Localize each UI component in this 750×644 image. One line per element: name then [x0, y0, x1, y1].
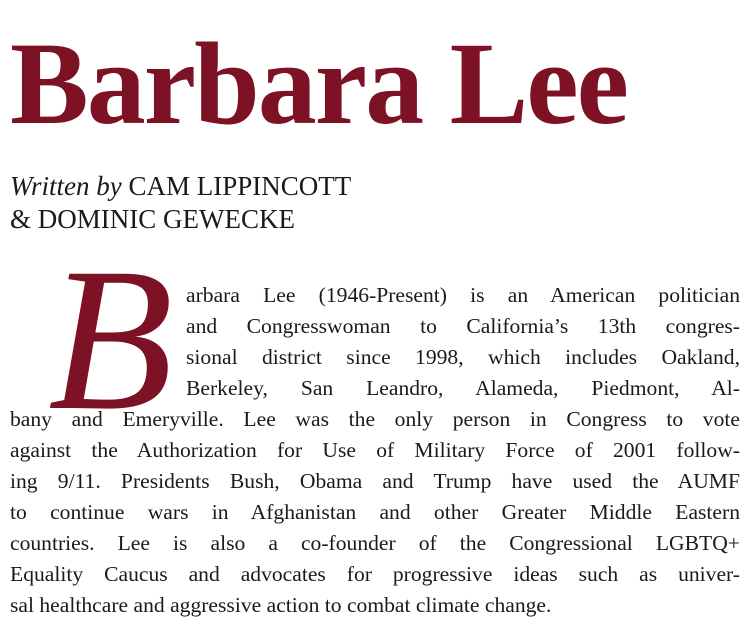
article-body [10, 280, 740, 621]
body-line: bany and Emeryville. Lee was the only person in Congress to vote [10, 407, 740, 431]
byline-line-1 [10, 170, 351, 203]
body-line: countries. Lee is also a co-founder of the Congressional LGBTQ+ [10, 531, 740, 555]
author-names-1: CAM LIPPINCOTT [128, 171, 352, 201]
body-line: ing 9/11. Presidents Bush, Obama and Trump have used the AUMF [10, 469, 740, 493]
body-line: against the Authorization for Use of Military Force of 2001 follow- [10, 438, 740, 462]
article-title: Barbara Lee [10, 18, 628, 149]
written-by-label: Written by [10, 171, 122, 201]
body-line: Berkeley, San Leandro, Alameda, Piedmont, Al- [186, 376, 740, 400]
body-line: Equality Caucus and advocates for progressive ideas such as univer- [10, 562, 740, 586]
body-line: sal healthcare and aggressive action to combat climate change. [10, 593, 552, 617]
body-line: to continue wars in Afghanistan and other Greater Middle Eastern [10, 500, 740, 524]
body-line: arbara Lee (1946-Present) is an American politician [186, 283, 740, 307]
author-names-2: & DOMINIC GEWECKE [10, 204, 295, 234]
drop-cap: B [48, 226, 174, 453]
body-line: and Congresswoman to California’s 13th congres- [186, 314, 740, 338]
body-line: sional district since 1998, which includes Oakland, [186, 345, 740, 369]
